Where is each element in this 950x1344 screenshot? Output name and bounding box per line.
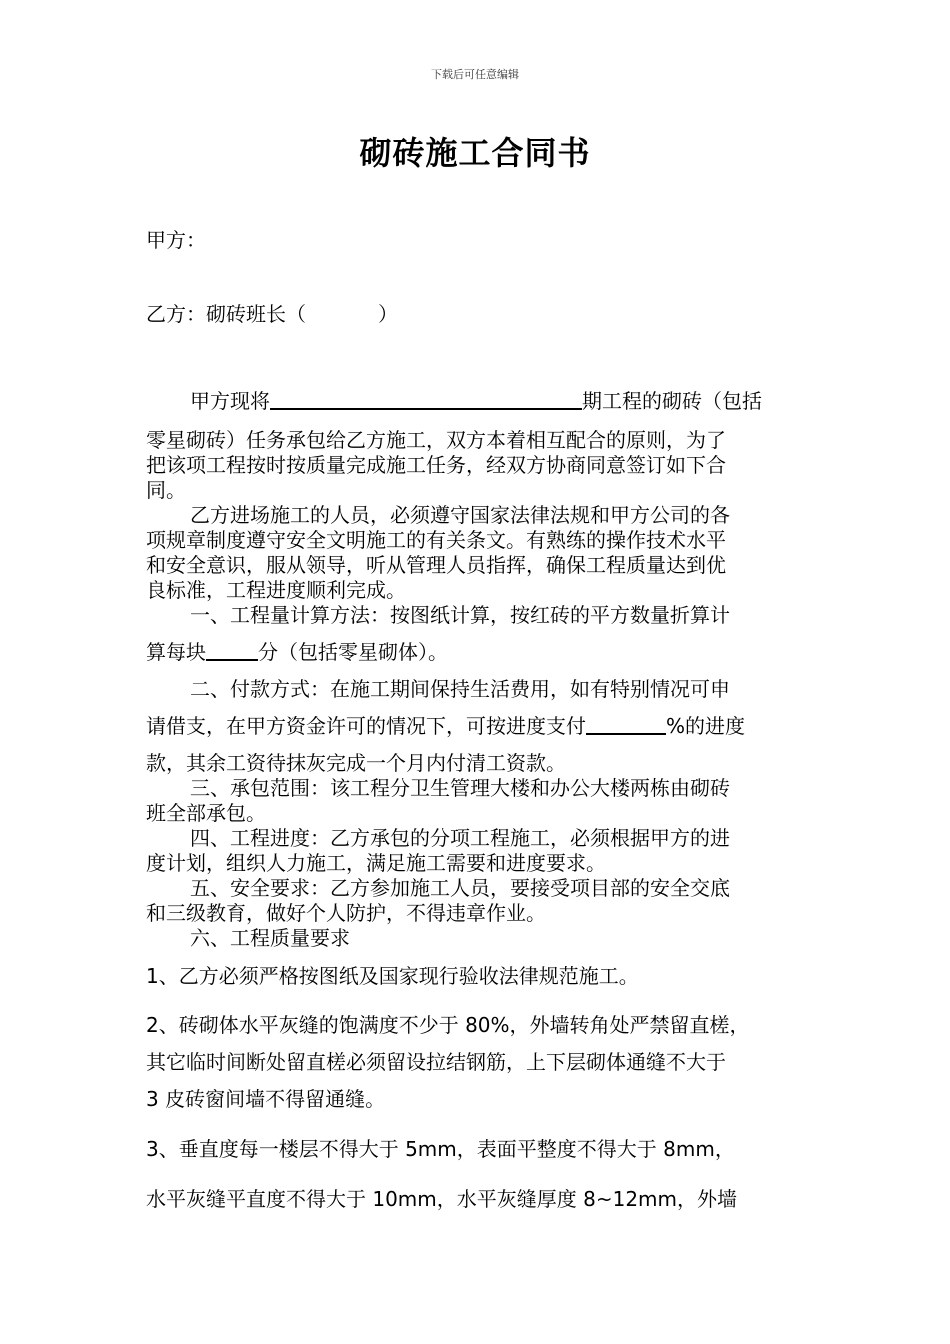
sec2-post: %的进度 [666,714,746,738]
p2-line: 乙方进场施工的人员，必须遵守国家法律法规和甲方公司的各 [190,503,730,527]
quality-item: 其它临时间断处留直槎必须留设拉结钢筋，上下层砌体通缝不大于 [146,1050,726,1074]
sec2-line: 二、付款方式：在施工期间保持生活费用，如有特别情况可申 [190,677,730,701]
sec5-line: 五、安全要求：乙方参加施工人员，要接受项目部的安全交底 [190,876,730,900]
quality-item: 3 皮砖窗间墙不得留通缝。 [146,1087,386,1111]
party-b-label: 乙方：砌砖班长（ [146,302,306,326]
quality-item: 水平灰缝平直度不得大于 10mm，水平灰缝厚度 8~12mm，外墙 [146,1187,738,1211]
sec5-line: 和三级教育，做好个人防护，不得违章作业。 [146,901,546,925]
sec6-heading: 六、工程质量要求 [190,926,350,950]
percent-blank [586,713,666,735]
p2-line: 和安全意识，服从领导，听从管理人员指挥，确保工程质量达到优 [146,553,726,577]
party-a-label: 甲方： [146,228,206,252]
intro-line: 零星砌砖）任务承包给乙方施工，双方本着相互配合的原则，为了 [146,428,726,452]
p2-line: 项规章制度遵守安全文明施工的有关条文。有熟练的操作技术水平 [146,528,726,552]
intro-line: 把该项工程按时按质量完成施工任务，经双方协商同意签订如下合 [146,453,726,477]
document-title: 砌砖施工合同书 [359,134,591,172]
intro-first-line [190,385,762,414]
sec4-line: 度计划，组织人力施工，满足施工需要和进度要求。 [146,851,606,875]
sec1-line2 [146,636,448,665]
sec2-line2 [146,710,745,739]
sec4-line: 四、工程进度：乙方承包的分项工程施工，必须根据甲方的进 [190,826,730,850]
party-b-line [146,298,398,327]
price-blank [206,639,258,661]
header-note: 下载后可任意编辑 [431,68,519,81]
sec2-pre: 请借支，在甲方资金许可的情况下，可按进度支付 [146,714,586,738]
sec3-line: 班全部承包。 [146,801,266,825]
party-b-close: ） [378,302,398,326]
sec3-line: 三、承包范围：该工程分卫生管理大楼和办公大楼两栋由砌砖 [190,776,730,800]
sec1-line: 一、工程量计算方法：按图纸计算，按红砖的平方数量折算计 [190,603,730,627]
intro-line: 同。 [146,478,186,502]
sec2-line: 款，其余工资待抹灰完成一个月内付清工资款。 [146,751,566,775]
quality-item: 3、垂直度每一楼层不得大于 5mm，表面平整度不得大于 8mm， [146,1137,735,1161]
intro-lead: 甲方现将 [190,389,270,413]
p2-line: 良标准，工程进度顺利完成。 [146,578,406,602]
sec1-pre: 算每块 [146,640,206,664]
sec1-post: 分（包括零星砌体）。 [258,640,448,664]
quality-item: 2、砖砌体水平灰缝的饱满度不少于 80%，外墙转角处严禁留直槎， [146,1013,750,1037]
intro-after-blank: 期工程的砌砖（包括 [582,389,762,413]
project-blank [270,388,582,410]
quality-item: 1、乙方必须严格按图纸及国家现行验收法律规范施工。 [146,964,639,988]
